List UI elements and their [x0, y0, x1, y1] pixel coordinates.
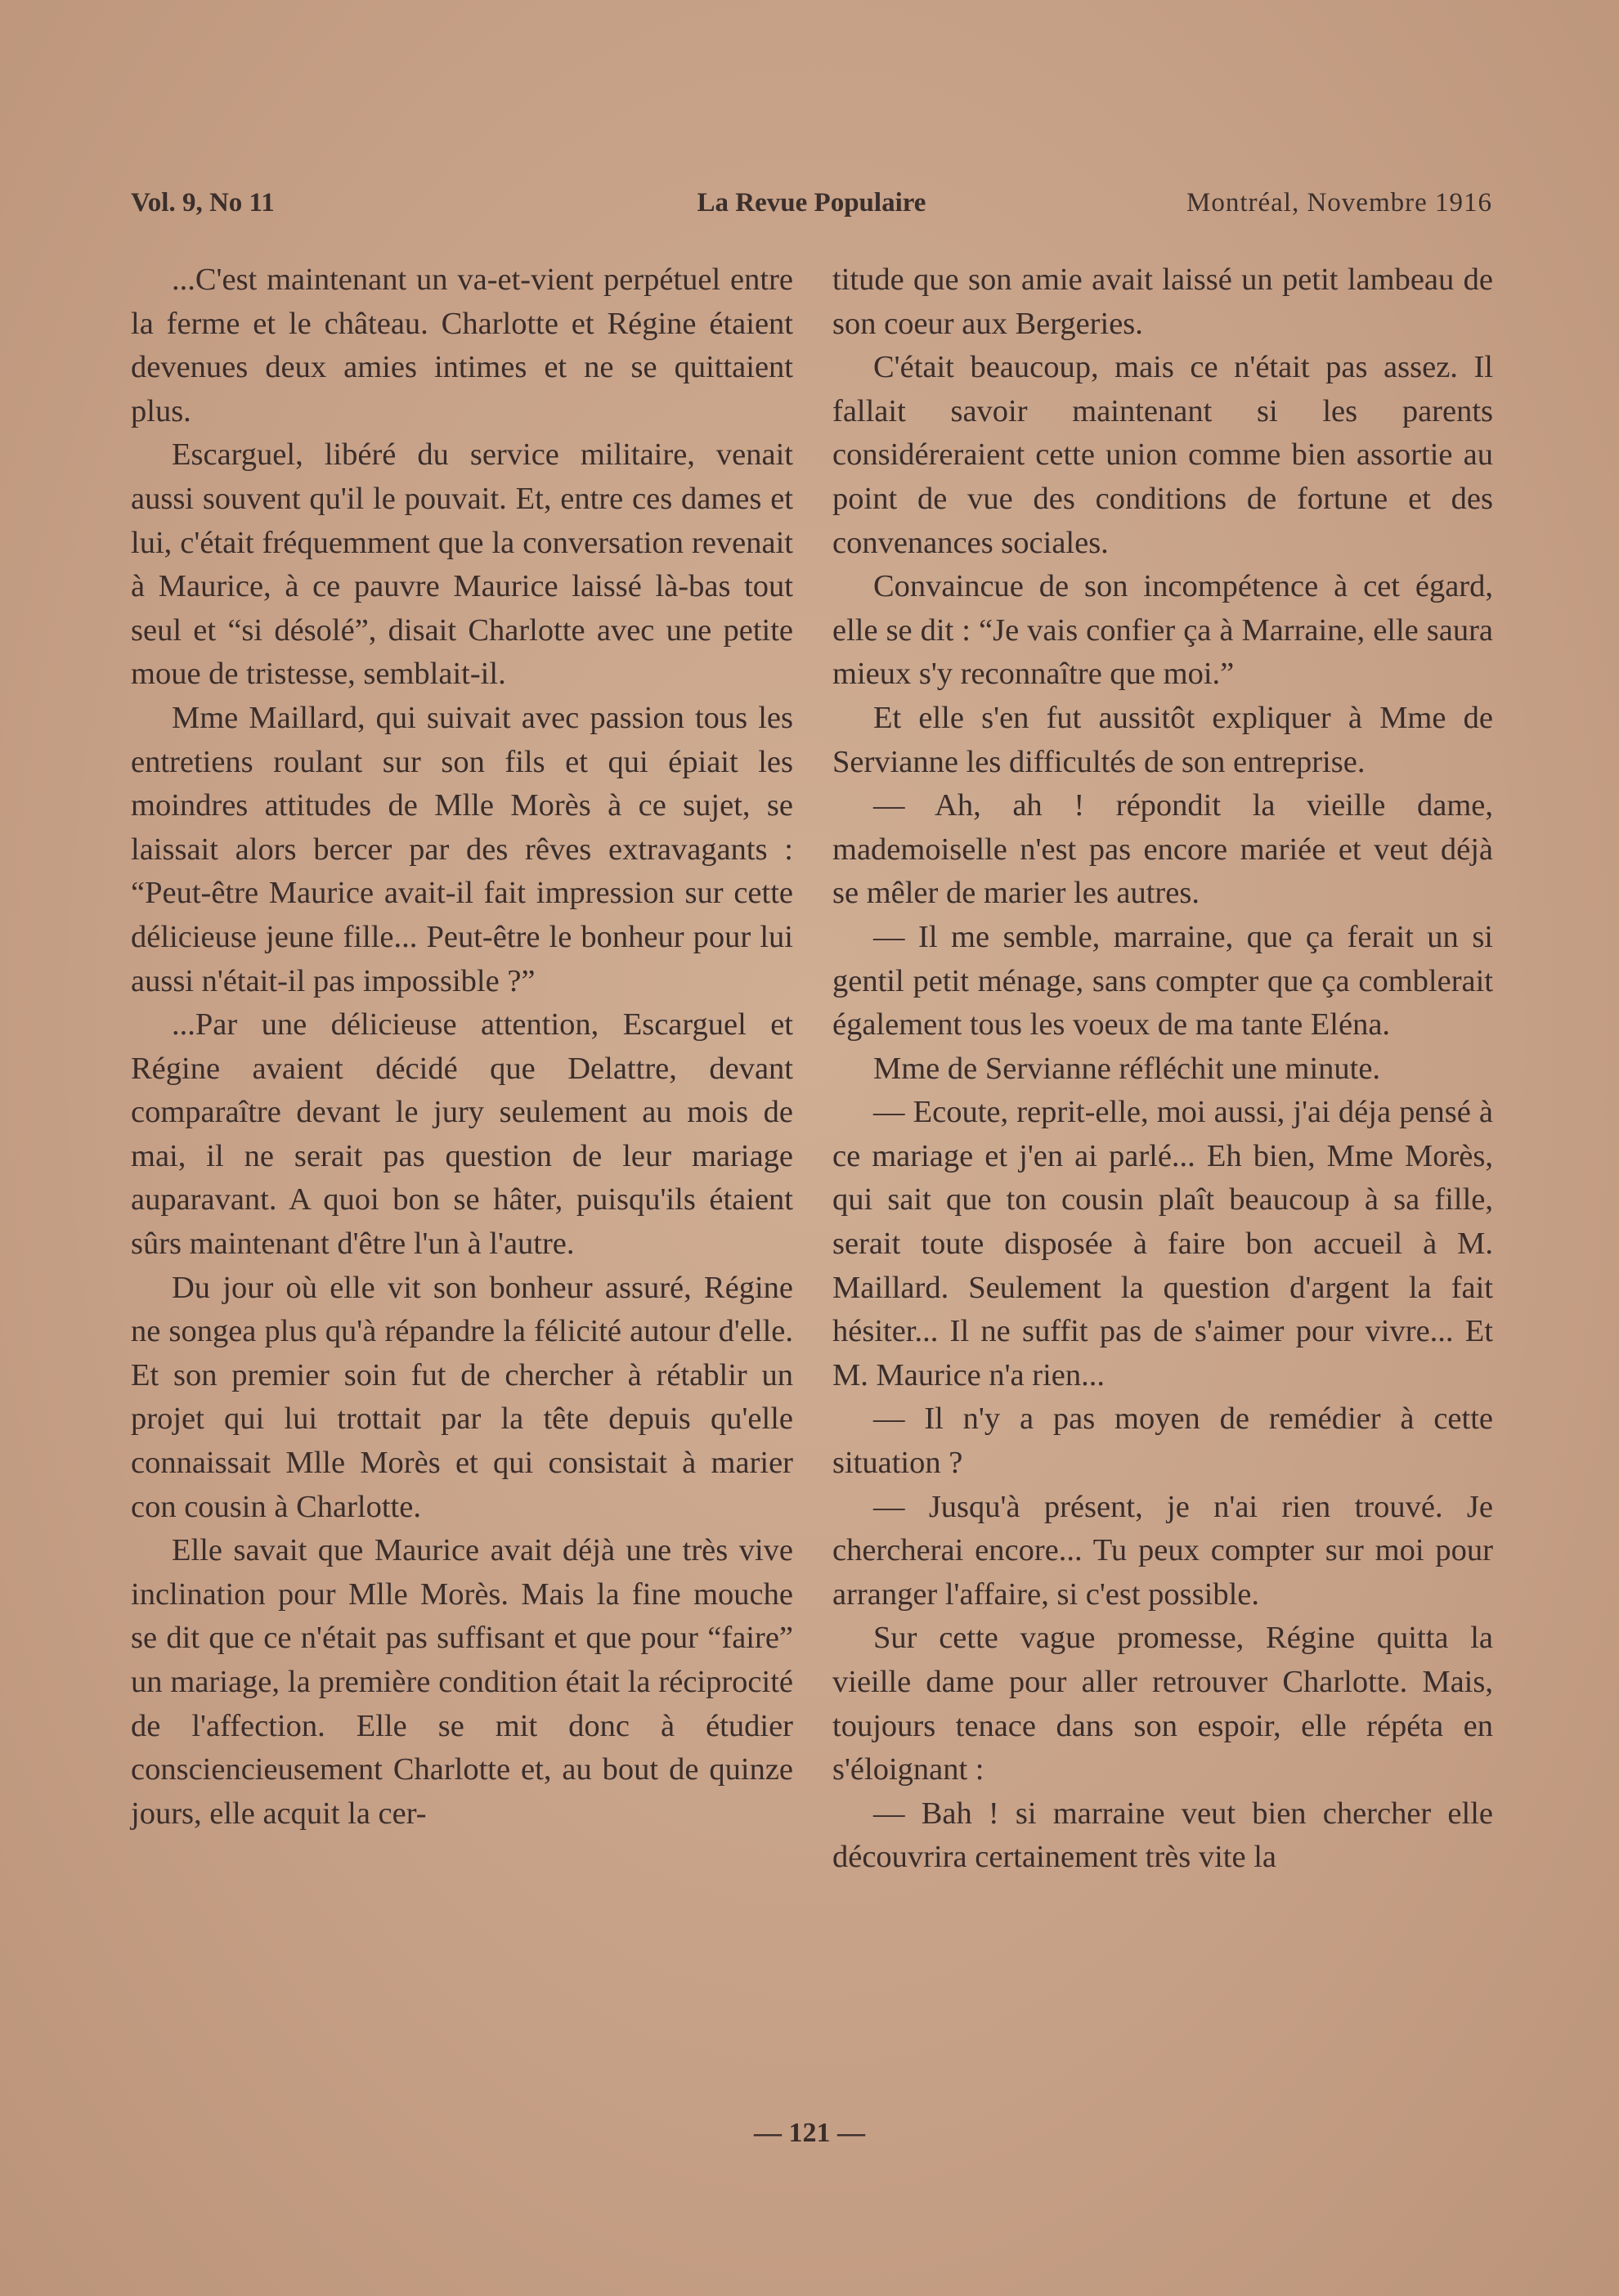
- paragraph: — Bah ! si marraine veut bien chercher elle découvrira certainement très vite la: [832, 1796, 1493, 1875]
- paragraph: Et elle s'en fut aussitôt expliquer à Mme de Servianne les difficultés de son entreprise.: [832, 700, 1493, 779]
- paragraph: Du jour où elle vit son bonheur assuré, Régine ne songea plus qu'à répandre la félicité autour d'elle. Et son premier soin fut de chercher à rétablir un projet qui lui trottait par la tête depuis qu'elle connaissait Mlle Morès et qui consistait à marier con cousin à Charlotte.: [131, 1270, 793, 1524]
- paragraph-continued: titude que son amie avait laissé un petit lambeau de son coeur aux Bergeries.: [832, 262, 1493, 341]
- paragraph: Mme de Servianne réfléchit une minute.: [873, 1051, 1381, 1086]
- paragraph: ...Par une délicieuse attention, Escarguel et Régine avaient décidé que Delattre, devant comparaître devant le jury seulement au mois de mai, il ne serait pas question de leur mariage auparavant. A quoi bon se hâter, puisqu'ils étaient sûrs maintenant d'être l'un à l'autre.: [131, 1007, 793, 1262]
- paragraph: ...C'est maintenant un va-et-vient perpétuel entre la ferme et le château. Charlotte et Régine étaient devenues deux amies intimes et ne se quittaient plus.: [131, 262, 793, 428]
- paragraph: Convaincue de son incompétence à cet égard, elle se dit : “Je vais confier ça à Marraine, elle saura mieux s'y reconnaître que moi.”: [832, 569, 1493, 692]
- issue-date: Montréal, Novembre 1916: [1186, 188, 1492, 217]
- page-number: — 121 —: [754, 2118, 865, 2148]
- paragraph: Mme Maillard, qui suivait avec passion tous les entretiens roulant sur son fils et qui épiait les moindres attitudes de Mlle Morès à ce sujet, se laissait alors bercer par des rêves extravagants : “Peut-être Maurice avait-il fait impression sur cette délicieuse jeune fille... Peut-être le bonheur pour lui aussi n'était-il pas impossible ?”: [131, 700, 793, 998]
- publication-title: La Revue Populaire: [697, 188, 926, 217]
- paragraph: C'était beaucoup, mais ce n'était pas assez. Il fallait savoir maintenant si les parents considéreraient cette union comme bien assortie au point de vue des conditions de fortune et des convenances sociales.: [832, 350, 1493, 560]
- paragraph: Sur cette vague promesse, Régine quitta la vieille dame pour aller retrouver Charlotte. Mais, toujours tenace dans son espoir, elle répéta en s'éloignant :: [832, 1621, 1493, 1787]
- paragraph: — Ah, ah ! répondit la vieille dame, mademoiselle n'est pas encore mariée et veut déjà se mêler de marier les autres.: [832, 788, 1493, 911]
- paragraph: — Ecoute, reprit-elle, moi aussi, j'ai déja pensé à ce mariage et j'en ai parlé... Eh bien, Mme Morès, qui sait que ton cousin plaît beaucoup à sa fille, serait toute disposée à faire bon accueil à M. Maillard. Seulement la question d'argent la fait hésiter... Il ne suffit pas de s'aimer pour vivre... Et M. Maurice n'a rien...: [832, 1095, 1493, 1392]
- paragraph: Escarguel, libéré du service militaire, venait aussi souvent qu'il le pouvait. Et, entre ces dames et lui, c'était fréquemment que la conversation revenait à Maurice, à ce pauvre Maurice laissé là-bas tout seul et “si désolé”, disait Charlotte avec une petite moue de tristesse, semblait-il.: [131, 437, 793, 692]
- paragraph: — Il me semble, marraine, que ça ferait un si gentil petit ménage, sans compter que ça comblerait également tous les voeux de ma tante Eléna.: [832, 919, 1493, 1043]
- paragraph: Elle savait que Maurice avait déjà une très vive inclination pour Mlle Morès. Mais la fine mouche se dit que ce n'était pas suffisant et que pour “faire” un mariage, la première condition était la réciprocité de l'affection. Elle se mit donc à étudier consciencieusement Charlotte et, au bout de quinze jours, elle acquit la cer-: [131, 1533, 793, 1831]
- paragraph: — Il n'y a pas moyen de remédier à cette situation ?: [832, 1401, 1493, 1481]
- left-column: [131, 258, 793, 1836]
- paragraph: — Jusqu'à présent, je n'ai rien trouvé. Je chercherai encore... Tu peux compter sur moi pour arranger l'affaire, si c'est possible.: [832, 1489, 1493, 1612]
- page-header: [131, 188, 1492, 229]
- volume-number: Vol. 9, No 11: [131, 188, 275, 217]
- right-column: [832, 258, 1493, 1880]
